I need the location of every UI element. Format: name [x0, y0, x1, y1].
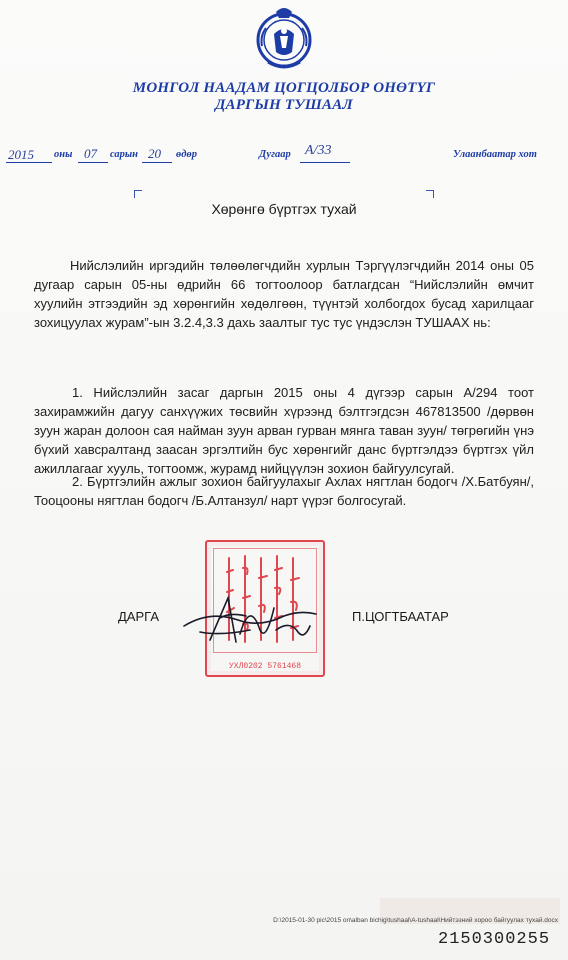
- date-month: 07: [84, 146, 97, 161]
- date-day: 20: [148, 146, 161, 161]
- file-path: D:\2015-01-30 pic\2015 on\alban bichig\tushaal\A-tushaal\Нийтэзний хороо байгуулах тухай.docx: [273, 917, 558, 924]
- order-item-1: 1. Нийслэлийн засаг даргын 2015 оны 4 дүгээр сарын А/294 тоот захирамжийн дагуу санхүүжих төсвийн хүрээнд бэлтгэгдсэн 467813500 /дөрвөн зуун жаран долоон сая найман зуун арван гурван мянга таван зуун/ төгрөгийн үнэ бүхий хавсралтанд заасан эргэлтийн бус хөрөнгийг данс бүртгэлдээ бүртгэх үйл ажиллагааг хууль, тогтоомж, журамд нийцүүлэн зохион байгуулсугай.: [34, 385, 534, 476]
- number-label: Дугаар: [259, 149, 291, 160]
- order-item-2: 2. Бүртгэлийн ажлыг зохион байгуулахыг Ахлах нягтлан бодогч /Х.Батбуян/, Тооцооны нягтлан бодогч /Б.Алтанзул/ нарт үүрэг болгосугай.: [34, 474, 534, 508]
- month-label: сарын: [110, 149, 139, 160]
- signer-role: ДАРГА: [118, 609, 159, 624]
- title-corner-left: [134, 190, 142, 198]
- document-type: ДАРГЫН ТУШААЛ: [215, 97, 353, 113]
- document-title: Хөрөнгө бүртгэх тухай: [211, 201, 357, 217]
- preamble-paragraph: Нийслэлийн иргэдийн төлөөлөгчдийн хурлын Тэргүүлэгчдийн 2014 оны 05 дугаар сарын 05-ны өдрийн 66 тогтоолоор батлагдсан “Нийслэлийн өмчит хуулийн этгээдийн эд хөрөнгийн хөдөлгөөн, түүнтэй холбогдох бусад харилцааг зохицуулах журам”-ын 3.2.4,3.3 дахь заалтыг тус тус үндэслэн ТУШААХ нь:: [34, 258, 534, 330]
- title-corner-right: [426, 190, 434, 198]
- year-label: оны: [54, 149, 73, 160]
- registration-number: 2150300255: [438, 930, 551, 949]
- stamp-registration-code: УХЛ0202 5761468: [228, 662, 301, 671]
- handwritten-signature: [180, 590, 320, 650]
- organization-name: МОНГОЛ НААДАМ ЦОГЦОЛБОР ОНӨТҮГ: [132, 80, 436, 96]
- signer-name: П.ЦОГТБААТАР: [352, 609, 449, 624]
- document-meta-row: [0, 145, 568, 167]
- state-emblem-icon: [256, 6, 312, 72]
- day-label: өдөр: [176, 149, 197, 160]
- city-label: Улаанбаатар хот: [453, 149, 537, 160]
- document-number: А/33: [305, 143, 332, 158]
- date-year: 2015: [8, 147, 34, 162]
